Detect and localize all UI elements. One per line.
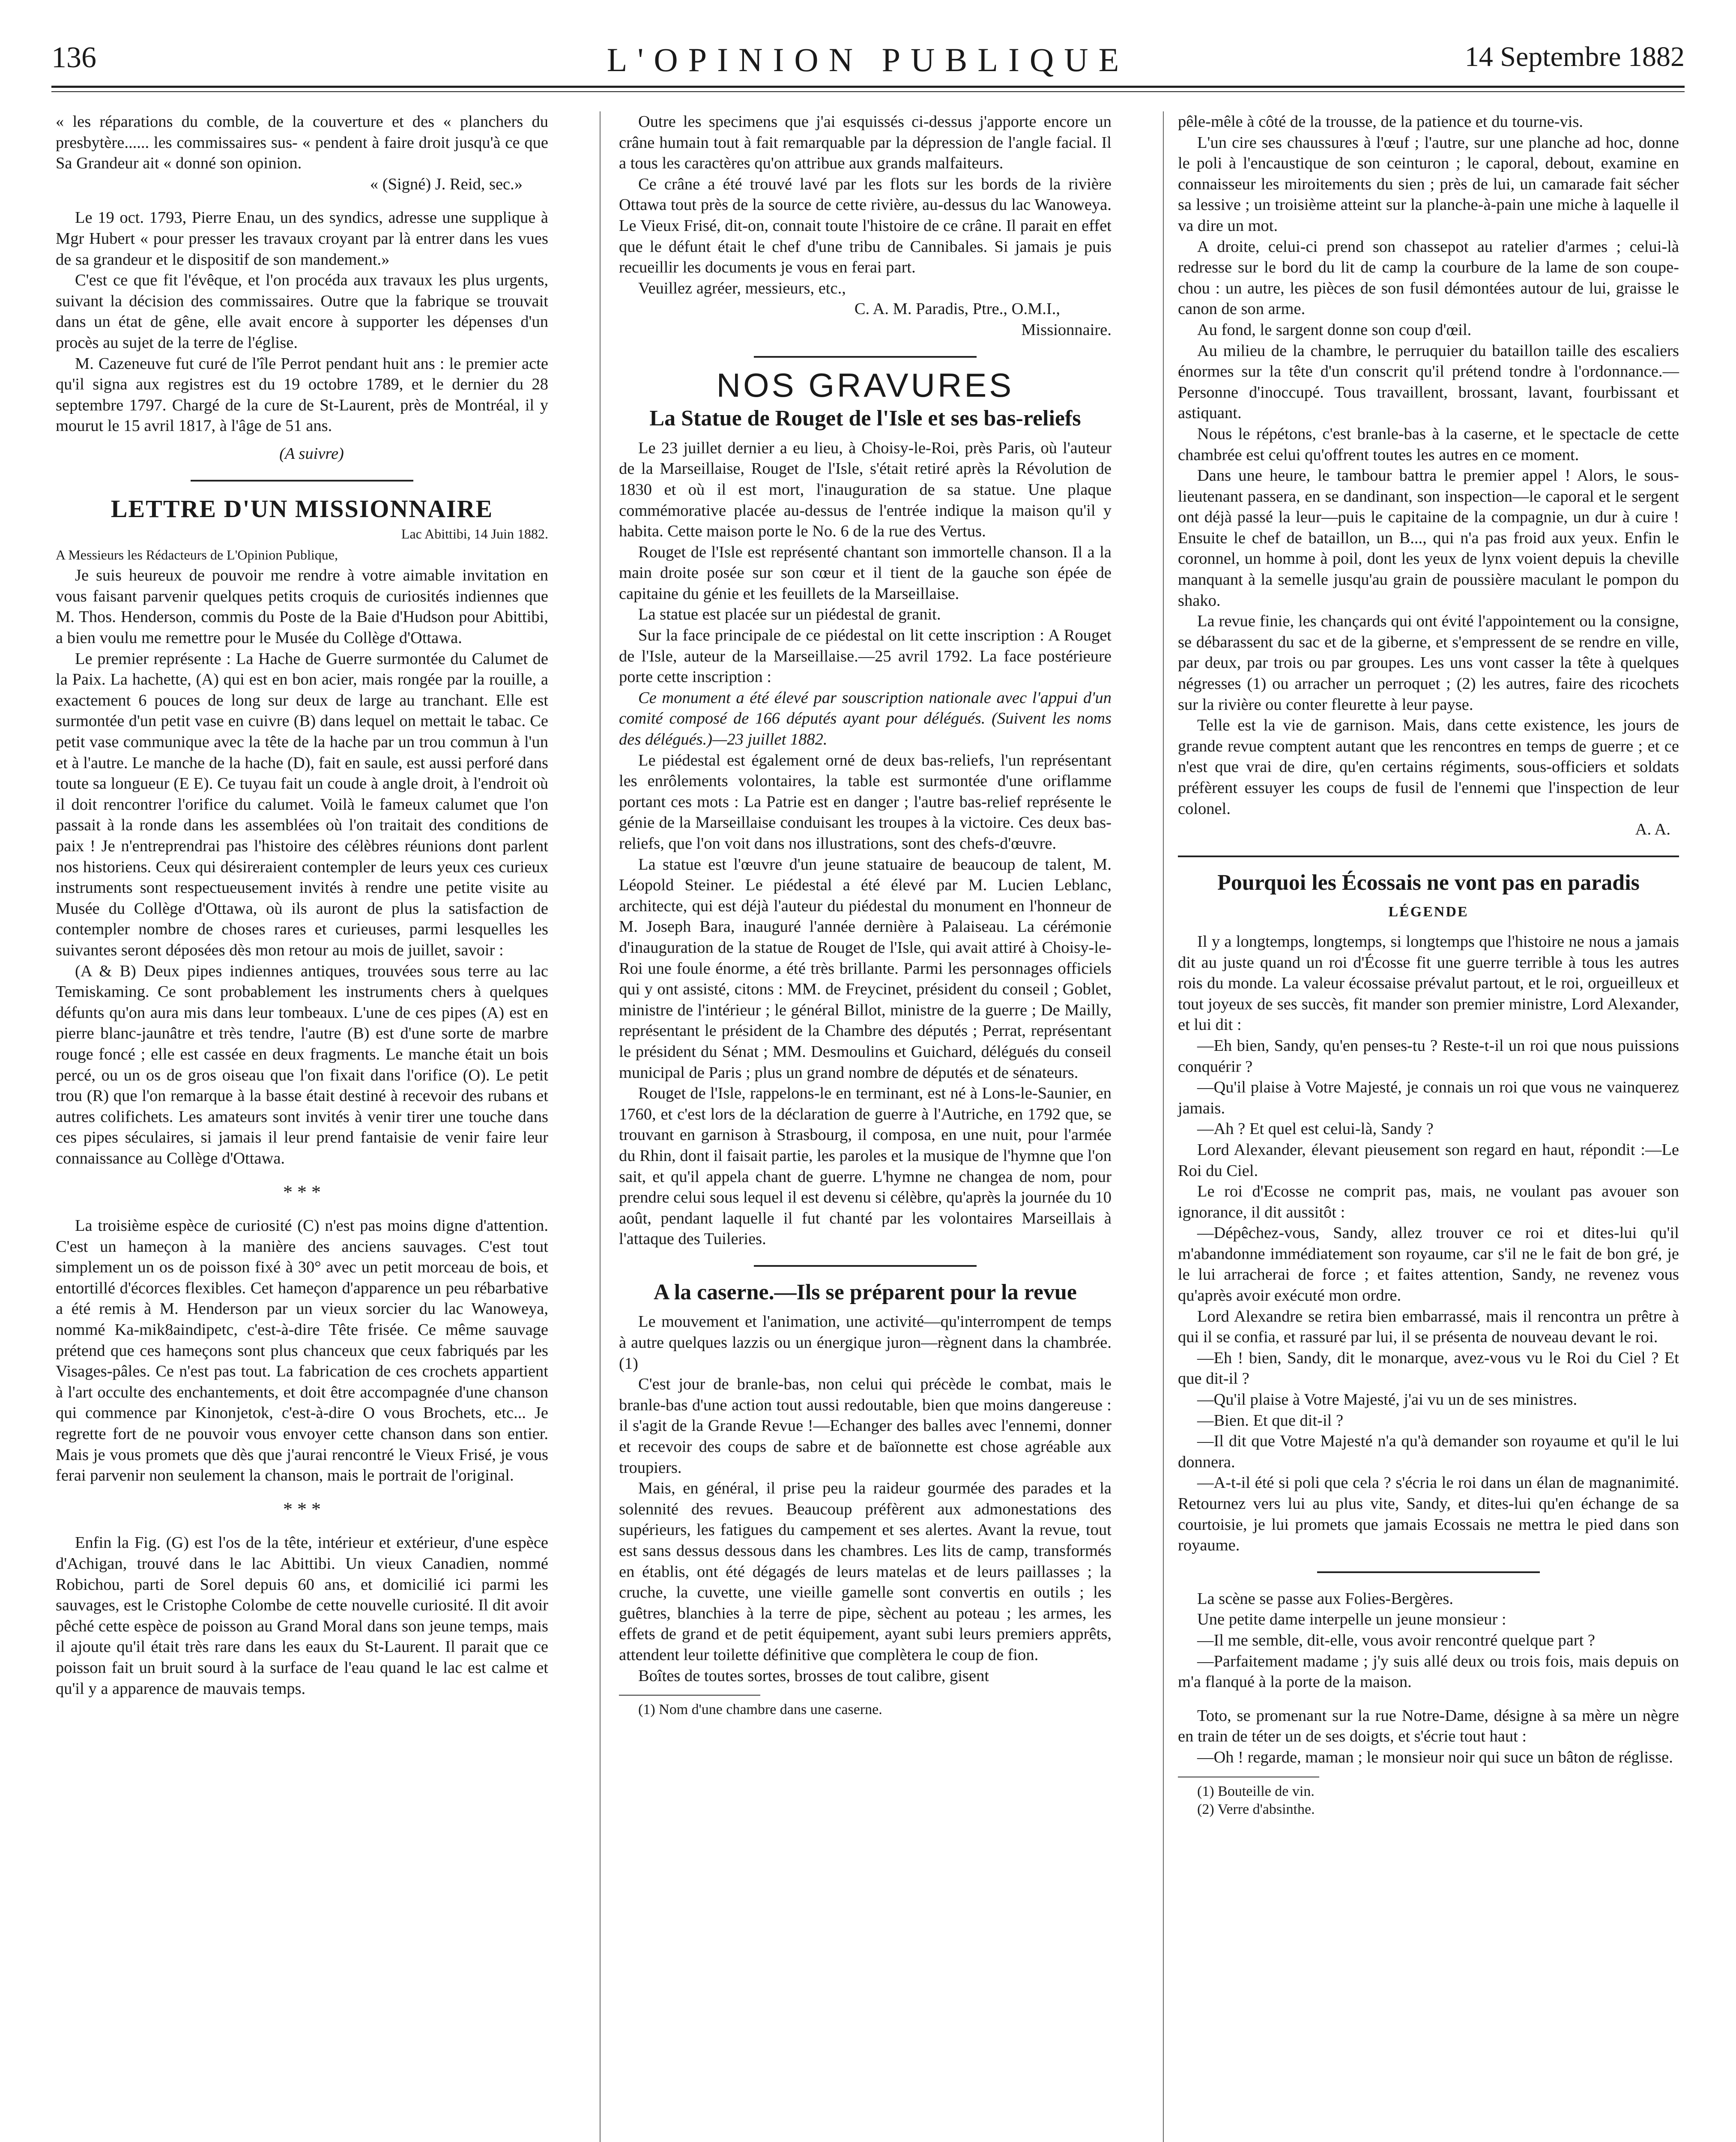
footnote-rule <box>619 1695 760 1696</box>
paragraph: —Qu'il plaise à Votre Majesté, j'ai vu un de ses ministres. <box>1197 1391 1578 1409</box>
section-rule <box>754 1265 977 1267</box>
paragraph: Dans une heure, le tambour battra le premier appel ! Alors, le sous-lieutenant passera, en se dandinant, son inspection—le caporal et le sergent ont déjà passé la leur—puis le capitaine de la compagnie, un dur à cuire ! Ensuite le chef de bataillon, un B..., qui n'a pas froid aux yeux. Enfin le coronnel, un homme à poil, dont les yeux de lynx voient depuis la cheville manquant à la semelle jusqu'au grain de poussière maculant le pompon du shako. <box>1178 467 1679 610</box>
paragraph: Lord Alexandre se retira bien embarrassé, mais il rencontra un prêtre à qui il se confia, et rassuré par lui, il se présenta de nouveau devant le roi. <box>1178 1307 1679 1346</box>
footnote: (1) Bouteille de vin. <box>1197 1783 1315 1799</box>
letter-signature: C. A. M. Paradis, Ptre., O.M.I., <box>854 300 1060 318</box>
paragraph: —Eh ! bien, Sandy, dit le monarque, avez-vous vu le Roi du Ciel ? Et que dit-il ? <box>1178 1349 1679 1388</box>
paragraph: La statue est placée sur un piédestal de granit. <box>638 605 941 624</box>
paragraph: Au milieu de la chambre, le perruquier du bataillon taille des escaliers énormes sur la tête d'un conscrit qu'il prétend tondre à l'ordonnance.—Personne d'inoccupé. Tous travaillent, brossant, lavant, fourbissant et astiquant. <box>1178 341 1679 422</box>
letter-address: A Messieurs les Rédacteurs de L'Opinion Publique, <box>56 547 338 562</box>
paragraph: Veuillez agréer, messieurs, etc., <box>638 279 846 297</box>
paragraph: La statue est l'œuvre d'un jeune statuaire de beaucoup de talent, M. Léopold Steiner. Le piédestal a été élevé par M. Lucien Leblanc, architecte, qui est déjà l'auteur du piédestal du monument en l'honneur de M. Joseph Bara, inauguré l'année dernière à Palaiseau. La cérémonie d'inauguration de la statue de Rouget de l'Isle, qui avait attiré à Choisy-le-Roi une foule énorme, a été très brillante. Parmi les personnages officiels qui y ont assisté, citons : MM. de Freycinet, président du conseil ; Goblet, ministre de l'intérieur ; le général Billot, ministre de la guerre ; De Mailly, représentant le président de la Chambre des députés ; Perrat, représentant le président du Sénat ; MM. Desmoulins et Guichard, délégués du conseil municipal de Paris ; plus un grand nombre de députés et de sénateurs. <box>619 855 1112 1082</box>
letter-title: LETTRE D'UN MISSIONNAIRE <box>111 494 493 523</box>
masthead: L'OPINION PUBLIQUE <box>607 41 1129 78</box>
paragraph: A droite, celui-ci prend son chassepot au ratelier d'armes ; celui-là redresse sur le bord du lit de camp la courbure de la lame de son coupe-chou : un autre, les pièces de son fusil démontées autour de lui, graisse le canon de son arme. <box>1178 237 1679 318</box>
paragraph: —Dépêchez-vous, Sandy, allez trouver ce roi et dites-lui qu'il m'abandonne immédiatement son royaume, car s'il ne le fait de bon gré, je le lui arracherai de force ; et faites attention, Sandy, ne revenez vous qu'après avoir exécuté mon ordre. <box>1178 1224 1679 1305</box>
inscription: Ce monument a été élevé par souscription nationale avec l'appui d'un comité composé de 166 députés ayant pour délégués. (Suivent les noms des délégués.)—23 juillet 1882. <box>619 688 1112 749</box>
paragraph: Nous le répétons, c'est branle-bas à la caserne, et le spectacle de cette chambrée est celui qu'offrent toutes les autres en ce moment. <box>1178 425 1679 464</box>
article-subtitle: LÉGENDE <box>1388 904 1469 920</box>
quote-signature: « (Signé) J. Reid, sec.» <box>370 175 523 193</box>
page-number: 136 <box>51 41 96 74</box>
paragraph: —Parfaitement madame ; j'y suis allé deux ou trois fois, mais depuis on m'a flanqué à la porte de la maison. <box>1178 1652 1679 1691</box>
paragraph: —Ah ? Et quel est celui-là, Sandy ? <box>1197 1120 1434 1138</box>
paragraph: —Il dit que Votre Majesté n'a qu'à demander son royaume et qu'il le lui donnera. <box>1178 1432 1679 1471</box>
paragraph: L'un cire ses chaussures à l'œuf ; l'autre, sur une planche ad hoc, donne le poli à l'encaustique de son ceinturon ; le caporal, debout, examine en connaisseur les miroitements du sien ; près de lui, un camarade fait sécher sa lessive ; un troisième atteint sur la planche-à-pain une miche à laquelle il va dire un mot. <box>1178 133 1679 235</box>
paragraph: Le 23 juillet dernier a eu lieu, à Choisy-le-Roi, près Paris, où l'auteur de la Marseillaise, Rouget de l'Isle, s'était retiré après la Révolution de 1830 et où il est mort, l'inauguration de sa statue. Une plaque commémorative placée au-dessus de l'entrée indique la maison qu'il y habita. Cette maison porte le No. 6 de la rue des Vertus. <box>619 439 1112 541</box>
paragraph: Telle est la vie de garnison. Mais, dans cette existence, les jours de grande revue comptent autant que les rencontres en temps de guerre ; et ce n'est que vrai de dire, qu'en certains régiments, sous-officiers et soldats préfèrent essuyer les coups de fusil de l'ennemi que l'inspection de leur colonel. <box>1178 716 1679 818</box>
asterism: * * * <box>283 1181 321 1203</box>
page-header <box>51 41 1685 79</box>
article-title: La Statue de Rouget de l'Isle et ses bas-reliefs <box>649 406 1081 431</box>
paragraph: —Qu'il plaise à Votre Majesté, je connais un roi que vous ne vainquerez jamais. <box>1178 1078 1679 1117</box>
paragraph: Je suis heureux de pouvoir me rendre à votre aimable invitation en vous faisant parvenir quelques petits croquis de curiosités indiennes que M. Thos. Henderson, commis du Poste de la Baie d'Hudson pour Abittibi, a bien voulu me remettre pour le Musée du Collège d'Ottawa. <box>56 566 548 647</box>
article-title: Pourquoi les Écossais ne vont pas en paradis <box>1217 870 1640 895</box>
paragraph: Le premier représente : La Hache de Guerre surmontée du Calumet de la Paix. La hachette, (A) qui est en bon acier, mais rongée par la rouille, a exactement 6 pouces de long sur deux de large au tranchant. Elle est surmontée d'un petit vase en cuivre (B) dans lequel on mettait le tabac. Ce petit vase communique avec la tête de la hache par un trou commun à l'un et à l'autre. Le manche de la hache (D), fait en saule, est aussi perforé dans toute sa longueur (E E). Ce tuyau fait un coude à angle droit, à l'endroit où il doit rencontrer l'orifice du calumet. Voilà le fameux calumet que l'on passait à la ronde dans les assemblées où l'on traitait des conditions de paix ! Je n'entreprendrai pas l'histoire des célèbres réunions dont parlent nos historiens. Ceux qui désireraient contempler de leurs yeux ces curieux instruments sont respectueusement invités à rendre une petite visite au Musée du Collège d'Ottawa, où ils auront de plus la satisfaction de contempler nombre de choses rares et curieuses, parmi lesquelles les suivantes seront déposées dès mon retour au mois de juillet, savoir : <box>56 649 548 959</box>
paragraph: La revue finie, les chançards qui ont évité l'appointement ou la consigne, se débarassent du sac et de la giberne, et s'empressent de se rendre en ville, par deux, par trois ou par groupes. Les uns vont casser la tête à quelques négresses (1) ou arracher un perroquet ; (2) les autres, faire des ricochets sur la rivière ou conter fleurette à leur payse. <box>1178 612 1679 714</box>
paragraph: Sur la face principale de ce piédestal on lit cette inscription : A Rouget de l'Isle, auteur de la Marseillaise.—25 avril 1792. La face postérieure porte cette inscription : <box>619 626 1112 686</box>
paragraph: C'est ce que fit l'évêque, et l'on procéda aux travaux les plus urgents, suivant la décision des commissaires. Outre que la fabrique se trouvait dans un état de gêne, elle avait encore à supporter les dépenses d'un procès au sujet de la terre de l'église. <box>56 271 548 352</box>
to-follow-note: (A suivre) <box>279 444 344 463</box>
column-divider <box>600 111 601 2142</box>
paragraph: —Oh ! regarde, maman ; le monsieur noir qui suce un bâton de réglisse. <box>1197 1748 1673 1766</box>
column-divider <box>1163 111 1164 2142</box>
paragraph: Le piédestal est également orné de deux bas-reliefs, l'un représentant les enrôlements volontaires, la table est surmontée d'une oriflamme portant ces mots : La Patrie est en danger ; l'autre bas-relief représente le génie de la Marseillaise conduisant les troupes à la victoire. Ces deux bas-reliefs, que l'on voit dans nos illustrations, sont des chefs-d'œuvre. <box>619 751 1112 853</box>
quote-paragraph: « les réparations du comble, de la couverture et des « planchers du presbytère...... les commissaires sus- « pendent à faire droit jusqu'à ce que Sa Grandeur ait « donné son opinion. <box>56 113 548 173</box>
letter-signature-title: Missionnaire. <box>1021 320 1112 339</box>
article-signature: A. A. <box>1635 820 1670 839</box>
paragraph: pêle-mêle à côté de la trousse, de la patience et du tourne-vis. <box>1178 113 1584 131</box>
paragraph: Lord Alexander, élevant pieusement son regard en haut, répondit :—Le Roi du Ciel. <box>1178 1140 1679 1180</box>
paragraph: —Il me semble, dit-elle, vous avoir rencontré quelque part ? <box>1197 1631 1596 1649</box>
issue-date: 14 Septembre 1882 <box>1464 41 1685 72</box>
paragraph: Boîtes de toutes sortes, brosses de tout calibre, gisent <box>638 1666 989 1685</box>
asterism: * * * <box>283 1498 321 1520</box>
paragraph: Outre les specimens que j'ai esquissés ci-dessus j'apporte encore un crâne humain tout à fait remarquable par la dépression de l'angle facial. Il a tous les caractères qu'on attribue aux grands malfaiteurs. <box>619 113 1112 173</box>
paragraph: M. Cazeneuve fut curé de l'île Perrot pendant huit ans : le premier acte qu'il signa aux registres est du 19 octobre 1789, et le dernier du 28 septembre 1797. Chargé de la cure de St-Laurent, près de Montréal, il y mourut le 15 avril 1817, à l'âge de 51 ans. <box>56 354 548 435</box>
footnote: (2) Verre d'absinthe. <box>1197 1801 1315 1817</box>
column-2 <box>619 111 1112 1719</box>
paragraph: Le 19 oct. 1793, Pierre Enau, un des syndics, adresse une supplique à Mgr Hubert « pour presser les travaux croyant par là entrer dans les vues de sa grandeur et le dispositif de son mandement.» <box>56 209 548 269</box>
paragraph: Une petite dame interpelle un jeune monsieur : <box>1197 1610 1506 1629</box>
paragraph: (A & B) Deux pipes indiennes antiques, trouvées sous terre au lac Temiskaming. Ce sont probablement les instruments chers à quelques défunts qu'on aura mis dans leur tombeaux. L'une de ces pipes (A) est en pierre blanc-jaunâtre et très tendre, l'autre (B) est d'une sorte de marbre rouge foncé ; elle est cassée en deux fragments. Le manche était un bois percé, ou un os de gros oiseau que l'on fixait dans l'orifice (O). Le petit trou (R) que l'on remarque à la basse était destiné à recevoir des rubans et autres colifichets. Les amateurs sont invités à venir tirer une touche dans ces pipes séculaires, si jamais il leur prend fantaisie de venir faire leur connaissance au Collège d'Ottawa. <box>56 962 548 1167</box>
section-rule <box>191 480 413 482</box>
paragraph: —Bien. Et que dit-il ? <box>1197 1411 1344 1430</box>
paragraph: Le roi d'Ecosse ne comprit pas, mais, ne voulant pas avouer son ignorance, il dit aussitôt : <box>1178 1182 1679 1221</box>
header-rule <box>51 86 1685 92</box>
paragraph: —Eh bien, Sandy, qu'en penses-tu ? Reste-t-il un roi que nous puissions conquérir ? <box>1178 1036 1679 1076</box>
paragraph: Mais, en général, il prise peu la raideur gourmée des parades et la solennité des revues. Beaucoup préfèrent aux admonestations des supérieurs, les fatigues du campement et ses alertes. Avant la revue, tout est sans dessus dessous dans les chambres. Les lits de camp, transformés en établis, ont été dégagés de leurs matelas et de leurs paillasses ; la cruche, la cuvette, une vieille gamelle sont convertis en outils ; les guêtres, blanchies à la terre de pipe, sèchent au poteau ; les armes, les effets de grand et de petit équipement, ayant subi leurs premiers apprêts, attendent leur toilette définitive que complètera le coup de fion. <box>619 1479 1112 1664</box>
paragraph: Le mouvement et l'animation, une activité—qu'interrompent de temps à autre quelques lazzis ou un énergique juron—règnent dans la chambrée. (1) <box>619 1313 1112 1373</box>
paragraph: Rouget de l'Isle est représenté chantant son immortelle chanson. Il a la main droite posée sur son cœur et il tient de la gauche son épée de capitaine du génie et les feuillets de la Marseillaise. <box>619 543 1112 603</box>
paragraph: Rouget de l'Isle, rappelons-le en terminant, est né à Lons-le-Saunier, en 1760, et c'est lors de la déclaration de guerre à l'Autriche, en 1792 que, se trouvant en garnison à Strasbourg, il composa, en une nuit, pour l'armée du Rhin, dont il faisait partie, les paroles et la musique de l'hymne que l'on sait, et qu'il appela chant de guerre. L'hymne ne changea de nom, pour prendre celui sous lequel il est devenu si célèbre, qu'après la journée du 10 août, pendant laquelle il fut chanté par les volontaires Marseillais à l'attaque des Tuileries. <box>619 1084 1112 1248</box>
section-rule <box>754 356 977 358</box>
paragraph: C'est jour de branle-bas, non celui qui précède le combat, mais le branle-bas d'une action tout aussi redoutable, bien que moins dangereuse : il s'agit de la Grande Revue !—Echanger des balles avec l'ennemi, donner et recevoir des coups de sabre et de baïonnette est chose agréable aux troupiers. <box>619 1375 1112 1477</box>
letter-place: Lac Abittibi, 14 Juin 1882. <box>401 526 548 542</box>
column-3 <box>1178 111 1679 1819</box>
paragraph: Ce crâne a été trouvé lavé par les flots sur les bords de la rivière Ottawa tout près de la source de cette rivière, au-dessus du lac Wanoweya. Le Vieux Frisé, dit-on, connait toute l'histoire de ce crâne. Il parait en effet que le défunt était le chef d'une tribu de Cannibales. Si jamais je puis recueillir les documents je vous en ferai part. <box>619 175 1112 277</box>
section-rule <box>1178 856 1679 857</box>
column-1 <box>56 111 548 1699</box>
paragraph: —A-t-il été si poli que cela ? s'écria le roi dans un élan de magnanimité. Retournez vers lui au plus vite, Sandy, et dites-lui qu'en échange de sa courtoisie, je lui promets que jamais Ecossais ne mettra le pied dans son royaume. <box>1178 1474 1679 1555</box>
paragraph: La scène se passe aux Folies-Bergères. <box>1197 1589 1453 1608</box>
footnote: (1) Nom d'une chambre dans une caserne. <box>638 1702 882 1718</box>
paragraph: Il y a longtemps, longtemps, si longtemps que l'histoire ne nous a jamais dit au juste quand un roi d'Écosse fit une guerre terrible à tous les autres rois du monde. La valeur écossaise prévalut partout, et le roi, orgueilleux et tout joyeux de ses succès, fit mander son premier ministre, Lord Alexander, et lui dit : <box>1178 932 1679 1034</box>
paragraph: Au fond, le sargent donne son coup d'œil. <box>1197 320 1472 339</box>
section-title: NOS GRAVURES <box>716 366 1014 404</box>
paragraph: Enfin la Fig. (G) est l'os de la tête, intérieur et extérieur, d'une espèce d'Achigan, trouvé dans le lac Abittibi. Un vieux Canadien, nommé Robichou, parti de Sorel depuis 60 ans, et domicilié ici parmi les sauvages, est le Cristophe Colombe de cette nouvelle curiosité. Il dit avoir pêché cette espèce de poisson au Grand Moral dans son jeune temps, mais il ajoute qu'il était très rare dans les eaux du St-Laurent. Il parait que ce poisson fait un bruit sourd à la surface de l'eau quand le lac est calme et qu'il y a apparence de mauvais temps. <box>56 1534 548 1698</box>
paragraph: Toto, se promenant sur la rue Notre-Dame, désigne à sa mère un nègre en train de téter un de ses doigts, et s'écrie tout haut : <box>1178 1706 1679 1746</box>
section-rule <box>1317 1571 1540 1573</box>
paragraph: La troisième espèce de curiosité (C) n'est pas moins digne d'attention. C'est un hameçon à la manière des anciens sauvages. C'est tout simplement un os de poisson fixé à 30° avec un petit morceau de bois, et entortillé d'écorces flexibles. Cet hameçon d'apparence un peu rébarbative a été remis à M. Henderson par un vieux sorcier du lac Wanoweya, nommé Ka-mik8aindipetc, c'est-à-dire Tête frisée. Ce même sauvage prétend que ces hameçons sont plus chanceux que ceux fabriqués par les Visages-pâles. Ce n'est pas tout. La fabrication de ces crochets appartient à l'art occulte des enchantements, et doit être accompagnée d'une chanson qui commence par Kinonjetok, c'est-à-dire O vous Brochets, etc... Je regrette fort de ne pouvoir vous envoyer cette chanson dans son entier. Mais je vous promets que dès que j'aurai rencontré le Vieux Frisé, je vous ferai parvenir non seulement la chanson, mais le portrait de l'original. <box>56 1217 548 1485</box>
article-title: A la caserne.—Ils se préparent pour la revue <box>654 1280 1077 1304</box>
